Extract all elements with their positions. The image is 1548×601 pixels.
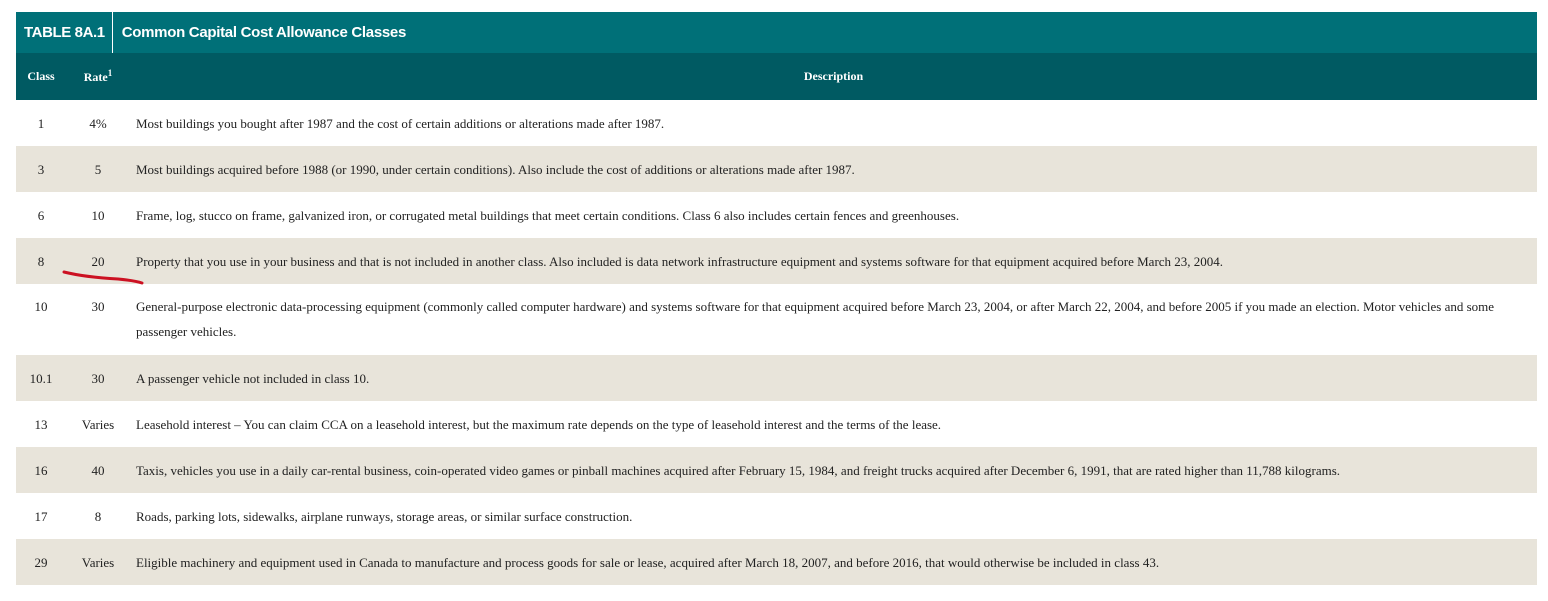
rate-cell: 4% xyxy=(89,115,107,131)
table-title: Common Capital Cost Allowance Classes xyxy=(121,24,406,41)
table-row xyxy=(16,284,1537,355)
rate-cell: 20 xyxy=(91,253,105,269)
table-row xyxy=(16,355,1537,401)
rate-cell: 5 xyxy=(94,161,102,177)
table-row xyxy=(16,493,1537,539)
class-cell: 10 xyxy=(34,299,48,314)
rate-cell: Varies xyxy=(81,554,115,570)
table-row xyxy=(16,238,1537,284)
description-cell: Leasehold interest – You can claim CCA on a leasehold interest, but the maximum rate depends on the type of leasehold interest and the terms of the lease. xyxy=(136,416,942,432)
table-row xyxy=(16,192,1537,238)
header-class: Class xyxy=(27,69,55,83)
rate-cell: 30 xyxy=(91,299,105,314)
class-cell: 29 xyxy=(34,554,48,570)
header-rate-label: Rate xyxy=(83,70,108,84)
table-row xyxy=(16,447,1537,493)
class-cell: 16 xyxy=(34,462,48,478)
class-cell: 13 xyxy=(34,416,48,432)
table-row xyxy=(16,146,1537,192)
rate-footnote-marker: 1 xyxy=(107,68,113,78)
rate-cell: 8 xyxy=(94,508,102,524)
description-cell: Property that you use in your business and that is not included in another class. Also included is data network infrastructure equipment and systems software for that equipment acquired before March 23, 2004. xyxy=(136,253,1224,269)
description-cell: Most buildings you bought after 1987 and the cost of certain additions or alterations made after 1987. xyxy=(136,115,665,131)
table-row xyxy=(16,100,1537,146)
rate-cell: 40 xyxy=(91,462,105,478)
description-cell: Taxis, vehicles you use in a daily car-rental business, coin-operated video games or pinball machines acquired after February 15, 1984, and freight trucks acquired after December 6, 1991, that are rated higher than 11,788 kilograms. xyxy=(136,462,1341,478)
class-cell: 6 xyxy=(37,207,45,223)
class-cell: 1 xyxy=(37,115,45,131)
header-rate xyxy=(66,53,130,100)
description-cell: Eligible machinery and equipment used in Canada to manufacture and process goods for sale or lease, acquired after March 18, 2007, and before 2016, that would otherwise be included in class 43. xyxy=(136,554,1160,570)
rate-cell: Varies xyxy=(81,416,115,432)
rate-cell: 30 xyxy=(91,370,105,386)
description-cell: Roads, parking lots, sidewalks, airplane runways, storage areas, or similar surface construction. xyxy=(136,508,633,524)
header-description: Description xyxy=(803,69,864,83)
description-cell: A passenger vehicle not included in class 10. xyxy=(136,370,370,386)
class-cell: 3 xyxy=(37,161,45,177)
description-cell: Most buildings acquired before 1988 (or 1990, under certain conditions). Also include the cost of additions or alterations made after 1987. xyxy=(136,161,855,177)
cca-classes-table xyxy=(16,53,1537,585)
class-cell: 8 xyxy=(37,253,45,269)
header-row xyxy=(16,53,1537,100)
description-cell: Frame, log, stucco on frame, galvanized iron, or corrugated metal buildings that meet certain conditions. Class 6 also includes certain fences and greenhouses. xyxy=(136,207,960,223)
description-cell: General-purpose electronic data-processing equipment (commonly called computer hardware) and systems software for that equipment acquired before March 23, 2004, or after March 22, 2004, and before 2005 if you made an election. Motor vehicles and some passenger vehicles. xyxy=(136,299,1495,339)
class-cell: 17 xyxy=(34,508,48,524)
class-cell: 10.1 xyxy=(29,370,53,386)
table-number: TABLE 8A.1 xyxy=(16,12,113,53)
table-caption xyxy=(16,12,1537,53)
cca-table xyxy=(16,12,1537,585)
table-row xyxy=(16,401,1537,447)
table-row xyxy=(16,539,1537,585)
rate-cell: 10 xyxy=(91,207,105,223)
